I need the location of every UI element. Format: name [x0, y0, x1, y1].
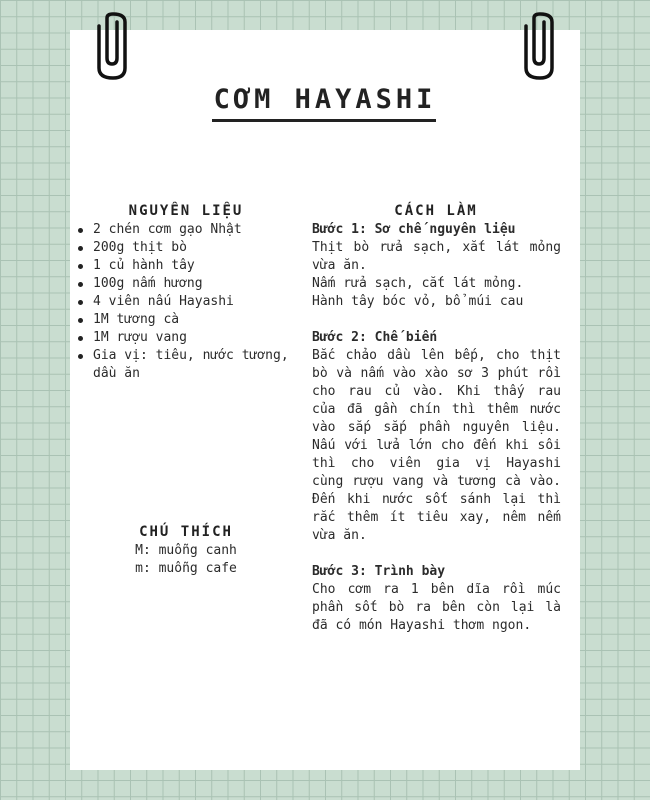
ingredient-item: 2 chén cơm gạo Nhật	[76, 221, 301, 239]
ingredients-heading: NGUYÊN LIỆU	[128, 203, 244, 219]
ingredient-item: 200g thịt bò	[76, 239, 301, 257]
step-text: Hành tây bóc vỏ, bổ múi cau	[312, 294, 524, 309]
step-title: Bước 1: Sơ chế nguyên liệu	[312, 222, 516, 237]
note-item: m: muỗng cafe	[135, 561, 237, 576]
ingredients-list	[76, 221, 301, 383]
ingredient-item: 1 củ hành tây	[76, 257, 301, 275]
ingredient-item: 1M rượu vang	[76, 329, 301, 347]
paperclip-icon	[95, 12, 131, 82]
step-text: Bắc chảo dầu lên bếp, cho thịt bò và nấm vào xào sơ 3 phút rồi cho rau củ vào. Khi thấy rau của đã gần chín thì thêm nước vào sắp sắp phần nguyên liệu. Nấu với lửa lớn cho đến khi sôi thì cho viên gia vị Hayashi cùng rượu vang và tương cà vào. Đến khi nước sốt sánh lại thì rắc thêm ít tiêu xay, nêm nếm vừa ăn.	[312, 348, 561, 543]
ingredient-item: 1M tương cà	[76, 311, 301, 329]
paperclip-icon	[522, 12, 558, 82]
notes-list	[75, 542, 297, 578]
notes-heading: CHÚ THÍCH	[139, 524, 233, 540]
step-text: Cho cơm ra 1 bên dĩa rồi múc phần sốt bò ra bên còn lại là đã có món Hayashi thơm ngon.	[312, 582, 561, 633]
step-2	[312, 329, 561, 545]
step-text: Nấm rửa sạch, cắt lát mỏng.	[312, 276, 524, 291]
ingredient-item: 4 viên nấu Hayashi	[76, 293, 301, 311]
step-title: Bước 2: Chế biến	[312, 330, 438, 345]
page-title: CƠM HAYASHI	[213, 84, 437, 115]
step-title: Bước 3: Trình bày	[312, 564, 446, 579]
ingredient-item: 100g nấm hương	[76, 275, 301, 293]
step-3	[312, 563, 561, 635]
step-text: Thịt bò rửa sạch, xắt lát mỏng vừa ăn.	[312, 240, 561, 273]
step-1	[312, 221, 561, 311]
title-underline	[212, 119, 436, 122]
note-item: M: muỗng canh	[135, 543, 237, 558]
method-steps	[312, 221, 561, 653]
method-heading: CÁCH LÀM	[394, 203, 478, 219]
ingredient-item: Gia vị: tiêu, nước tương, dầu ăn	[76, 347, 301, 383]
